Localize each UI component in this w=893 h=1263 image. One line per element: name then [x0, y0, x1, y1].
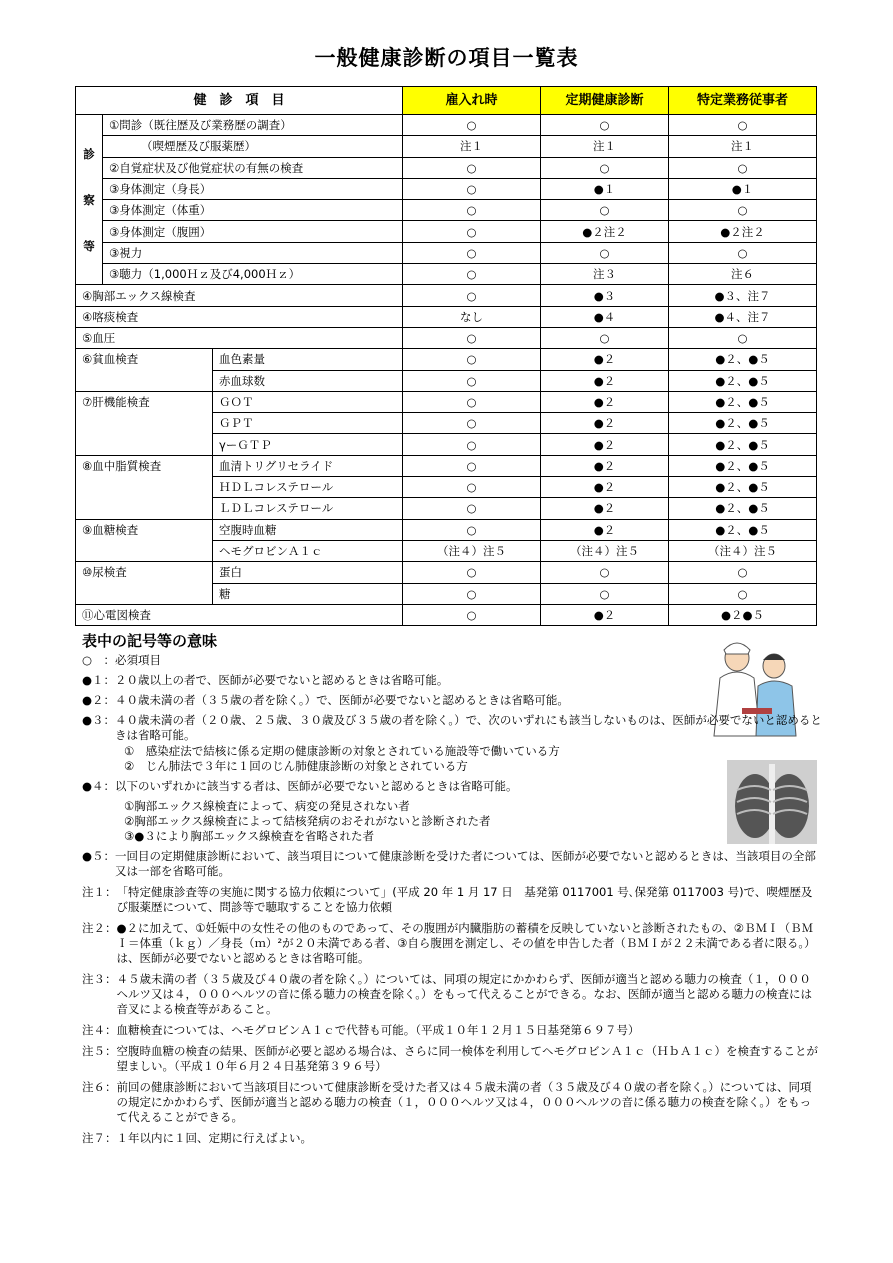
row-value: ●３: [541, 285, 669, 306]
table-row: [76, 242, 817, 263]
row-value: ○: [403, 434, 541, 455]
row-value: ○: [403, 604, 541, 625]
row-value: ●２: [541, 370, 669, 391]
row-value: ●２●５: [669, 604, 817, 625]
row-value: ●２: [541, 413, 669, 434]
table-row: [76, 391, 817, 412]
row-value: ○: [541, 115, 669, 136]
row-value: ○: [403, 178, 541, 199]
row-value: ○: [541, 242, 669, 263]
note-item: [82, 972, 822, 1017]
row-value: ○: [403, 391, 541, 412]
group-name: ⑩尿検査: [76, 562, 213, 605]
table-row: [76, 285, 817, 306]
row-value: ●２、●５: [669, 391, 817, 412]
row-value: ●２、●５: [669, 370, 817, 391]
row-value: ●２、●５: [669, 455, 817, 476]
row-value: ○: [403, 285, 541, 306]
table-row: [76, 562, 817, 583]
row-value: ●２、●５: [669, 477, 817, 498]
row-value: ●４: [541, 306, 669, 327]
row-value: ●２、●５: [669, 413, 817, 434]
legend-key: ●３：: [82, 713, 116, 727]
row-label: ＬＤＬコレステロール: [213, 498, 403, 519]
row-value: ●１: [669, 178, 817, 199]
table-row: [76, 200, 817, 221]
legend-item-5: ●５： 一回目の定期健康診断において、該当項目について健康診断を受けた者については、医師が必要でないと認めるときは、当該項目の全部又は一部を省略可能。: [82, 849, 816, 878]
row-value: （注４）注５: [669, 540, 817, 561]
note-text: 前回の健康診断において当該項目について健康診断を受けた者又は４５歳未満の者（３５歳及び４０歳の者を除く。）については、同項の規定にかかわらず、医師が適当と認める聴力の検査（１，０００ヘルツ又は４，０００ヘルツの音に係る聴力の検査を除く。）をもって代えることができる。: [116, 1080, 812, 1124]
note-text: ●２に加えて、①妊娠中の女性その他のものであって、その腹囲が内臓脂肪の蓄積を反映していないと診断されたもの、②ＢＭＩ（ＢＭＩ＝体重（ｋｇ）／身長（ｍ）²が２０未満である者、③自ら腹囲を測定し、その値を申告した者（ＢＭＩが２２未満である者に限る。）は、医師が必要でないと認めるときは省略可能。: [116, 921, 816, 965]
row-value: ●２: [541, 391, 669, 412]
row-label: ⑤血圧: [76, 327, 403, 348]
table-row: [76, 349, 817, 370]
group-name: ⑧血中脂質検査: [76, 455, 213, 519]
legend-sub-item: ②胸部エックス線検査によって結核発病のおそれがないと診断された者: [124, 814, 491, 828]
row-value: ●２注２: [541, 221, 669, 242]
note-key: 注２：: [82, 921, 117, 935]
row-label: 血色素量: [213, 349, 403, 370]
row-label: γーＧＴＰ: [213, 434, 403, 455]
row-label: ③聴力（1,000Ｈｚ及び4,000Ｈｚ）: [103, 264, 403, 285]
row-label: ①問診（既往歴及び業務歴の調査）: [103, 115, 403, 136]
row-value: ○: [669, 242, 817, 263]
row-label: ③身体測定（腹囲）: [103, 221, 403, 242]
header-row: [76, 87, 817, 115]
legend-sub-item: ③●３により胸部エックス線検査を省略された者: [124, 829, 374, 843]
row-label: （喫煙歴及び服薬歴）: [103, 136, 403, 157]
row-label: 血清トリグリセライド: [213, 455, 403, 476]
row-value: ○: [403, 455, 541, 476]
note-item: [82, 1080, 822, 1125]
note-key: 注６：: [82, 1080, 117, 1094]
checkup-items-table: [75, 86, 817, 626]
row-label: ⑪心電図検査: [76, 604, 403, 625]
row-value: ○: [403, 264, 541, 285]
row-value: なし: [403, 306, 541, 327]
row-label: ＧＯＴ: [213, 391, 403, 412]
row-value: ○: [403, 519, 541, 540]
row-label: ③視力: [103, 242, 403, 263]
table-row: [76, 157, 817, 178]
legend-sub-item: ② じん肺法で３年に１回のじん肺健康診断の対象とされている方: [124, 759, 468, 773]
note-text: １年以内に１回、定期に行えばよい。: [116, 1131, 312, 1145]
group-name: ⑨血糖検査: [76, 519, 213, 562]
row-value: ○: [403, 115, 541, 136]
row-label: 空腹時血糖: [213, 519, 403, 540]
row-value: （注４）注５: [541, 540, 669, 561]
header-col2: 定期健康診断: [541, 87, 669, 115]
row-value: ○: [403, 477, 541, 498]
legend-text: ２０歳以上の者で、医師が必要でないと認めるときは省略可能。: [115, 673, 449, 687]
legend-sub-item: ①胸部エックス線検査によって、病変の発見されない者: [124, 799, 410, 813]
row-value: （注４）注５: [403, 540, 541, 561]
row-value: ○: [403, 413, 541, 434]
page-title: 一般健康診断の項目一覧表: [314, 46, 579, 70]
row-value: ○: [403, 370, 541, 391]
table-row: [76, 327, 817, 348]
row-value: ●２、●５: [669, 349, 817, 370]
legend-key: ○ ：: [82, 653, 116, 667]
row-value: ●２、●５: [669, 519, 817, 540]
group-name: ⑥貧血検査: [76, 349, 213, 392]
table-row: [76, 519, 817, 540]
note-text: 空腹時血糖の検査の結果、医師が必要と認める場合は、さらに同一検体を利用してヘモグロビンＡ１ｃ（ＨｂＡ１ｃ）を検査することが望ましい。（平成１０年６月２４日基発第３９６号）: [116, 1044, 818, 1073]
legend-item: [82, 653, 822, 668]
row-value: ●２注２: [669, 221, 817, 242]
legend-key: ●１：: [82, 673, 116, 687]
row-value: 注１: [541, 136, 669, 157]
row-value: ○: [669, 157, 817, 178]
row-value: ○: [403, 157, 541, 178]
row-label: ④胸部エックス線検査: [76, 285, 403, 306]
row-value: ●２: [541, 455, 669, 476]
table-row: [76, 455, 817, 476]
row-value: ○: [403, 583, 541, 604]
legend-item-4-sub: [124, 799, 822, 844]
header-item: 健 診 項 目: [76, 87, 403, 115]
legend-item: [82, 713, 822, 743]
row-value: ○: [403, 498, 541, 519]
table-row: [76, 178, 817, 199]
group-name: ⑦肝機能検査: [76, 391, 213, 455]
note-item: [82, 921, 822, 966]
legend-item-4: ●４： 以下のいずれかに該当する者は、医師が必要でないと認めるときは省略可能。: [82, 779, 518, 793]
row-value: ○: [403, 242, 541, 263]
legend-heading: 表中の記号等の意味: [82, 632, 218, 650]
row-value: ○: [541, 200, 669, 221]
row-value: ●２: [541, 477, 669, 498]
row-label: ＧＰＴ: [213, 413, 403, 434]
row-value: ○: [669, 115, 817, 136]
header-col1: 雇入れ時: [403, 87, 541, 115]
row-value: 注１: [669, 136, 817, 157]
legend-sub-item: ① 感染症法で結核に係る定期の健康診断の対象とされている施設等で働いている方: [124, 744, 560, 758]
row-value: 注３: [541, 264, 669, 285]
legend-section: [82, 634, 822, 1152]
note-key: 注５：: [82, 1044, 117, 1058]
table-row: [76, 136, 817, 157]
row-value: ○: [403, 221, 541, 242]
row-value: ○: [403, 562, 541, 583]
row-value: ○: [541, 583, 669, 604]
note-text: 血糖検査については、ヘモグロビンＡ１ｃで代替も可能。（平成１０年１２月１５日基発第６９７号）: [116, 1023, 640, 1037]
note-key: 注７：: [82, 1131, 117, 1145]
row-label: ヘモグロビンＡ１ｃ: [213, 540, 403, 561]
header-col3: 特定業務従事者: [669, 87, 817, 115]
category-shinsatsu: 診 察 等: [76, 115, 103, 285]
row-value: 注６: [669, 264, 817, 285]
note-key: 注１：: [82, 885, 117, 899]
row-value: ○: [541, 562, 669, 583]
row-value: ●２: [541, 434, 669, 455]
row-label: ④喀痰検査: [76, 306, 403, 327]
row-value: ●１: [541, 178, 669, 199]
row-value: ○: [669, 583, 817, 604]
row-value: ○: [669, 562, 817, 583]
note-item: [82, 1131, 822, 1146]
row-value: ○: [403, 327, 541, 348]
row-label: 赤血球数: [213, 370, 403, 391]
table-row: [76, 221, 817, 242]
row-label: 糖: [213, 583, 403, 604]
legend-item: [82, 673, 822, 688]
legend-text: 必須項目: [115, 653, 162, 667]
note-item: [82, 1023, 822, 1038]
legend-key: ●２：: [82, 693, 116, 707]
legend-item: [82, 693, 822, 708]
row-value: ●３、注７: [669, 285, 817, 306]
row-value: ●２、●５: [669, 434, 817, 455]
row-value: ●２: [541, 519, 669, 540]
table-row: [76, 264, 817, 285]
row-value: ●２: [541, 604, 669, 625]
row-value: ○: [403, 200, 541, 221]
row-label: ③身体測定（体重）: [103, 200, 403, 221]
legend-text: ４０歳未満の者（２０歳、２５歳、３０歳及び３５歳の者を除く。）で、次のいずれにも該当しないものは、医師が必要でないと認めるときは省略可能。: [115, 713, 822, 742]
row-value: ●４、注７: [669, 306, 817, 327]
row-value: ●２、●５: [669, 498, 817, 519]
row-value: ○: [669, 200, 817, 221]
row-value: ○: [541, 327, 669, 348]
note-text: ４５歳未満の者（３５歳及び４０歳の者を除く。）については、同項の規定にかかわらず、医師が適当と認める聴力の検査（１，０００ヘルツ又は４，０００ヘルツの音に係る聴力の検査を除く。）をもって代えることができる。なお、医師が適当と認める聴力の検査には音叉による検査等があること。: [116, 972, 813, 1016]
row-label: ③身体測定（身長）: [103, 178, 403, 199]
legend-text: ４０歳未満の者（３５歳の者を除く。）で、医師が必要でないと認めるときは省略可能。: [115, 693, 569, 707]
row-value: ●２: [541, 349, 669, 370]
row-label: 蛋白: [213, 562, 403, 583]
row-value: ○: [669, 327, 817, 348]
table-row: [76, 604, 817, 625]
table-row: [76, 306, 817, 327]
note-text: 「特定健康診査等の実施に関する協力依頼について」(平成 20 年 1 月 17 日 基発第 0117001 号､保発第 0117003 号)で、喫煙歴及び服薬歴について、問診等で聴取することを協力依頼: [116, 885, 813, 914]
note-key: 注３：: [82, 972, 117, 986]
legend-item-3-sub: [124, 744, 822, 774]
row-value: ●２: [541, 498, 669, 519]
table-row: [76, 115, 817, 136]
row-value: ○: [403, 349, 541, 370]
row-value: ○: [541, 157, 669, 178]
note-key: 注４：: [82, 1023, 117, 1037]
note-item: [82, 1044, 822, 1074]
note-item: [82, 885, 822, 915]
row-label: ②自覚症状及び他覚症状の有無の検査: [103, 157, 403, 178]
row-label: ＨＤＬコレステロール: [213, 477, 403, 498]
row-value: 注１: [403, 136, 541, 157]
